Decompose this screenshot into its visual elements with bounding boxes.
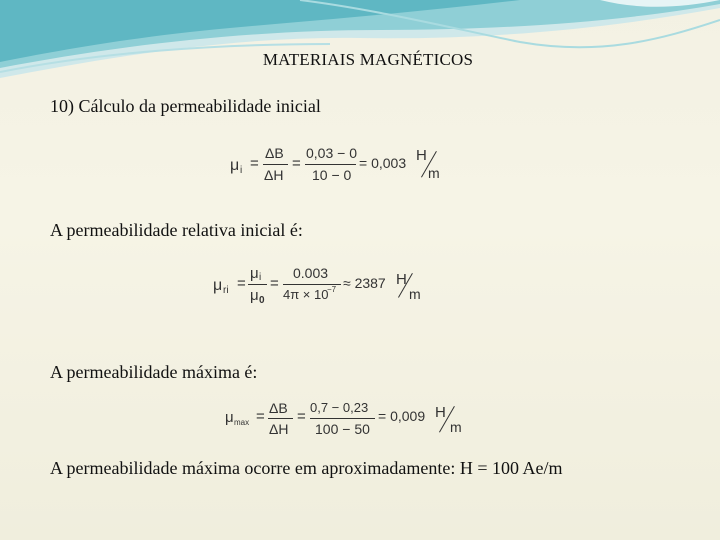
formula-relative-initial-permeability: [213, 264, 443, 309]
denominator-exponent: −7: [327, 285, 337, 294]
equals-sign: =: [237, 275, 246, 292]
denominator-values: 10 − 0: [312, 167, 352, 183]
mu-subscript: i: [240, 165, 243, 176]
denominator-values: 100 − 50: [315, 421, 370, 437]
fraction-bar: [263, 164, 288, 165]
mu-symbol: μ: [230, 157, 240, 174]
fraction-bar: [305, 164, 356, 165]
numerator-value: 0.003: [293, 265, 329, 281]
formula-initial-permeability: [230, 145, 460, 190]
mu-0: μ: [250, 287, 259, 304]
mu-0-subscript: 0: [259, 295, 265, 306]
fraction-bar: [248, 284, 267, 285]
unit-numerator: H: [416, 147, 427, 164]
equals-sign: =: [256, 408, 265, 425]
unit-numerator: H: [396, 271, 407, 288]
delta-h: ΔH: [269, 421, 289, 437]
equals-sign: =: [292, 155, 301, 172]
mu-i: μ: [250, 265, 259, 282]
item-max-permeability-field: A permeabilidade máxima ocorre em aproximadamente: H = 100 Ae/m: [50, 458, 563, 478]
delta-b: ΔB: [265, 145, 284, 161]
mu-symbol: μ: [225, 409, 234, 426]
mu-symbol: μ: [213, 277, 223, 294]
denominator-value: 4π × 10: [283, 287, 329, 302]
mu-subscript: ri: [223, 285, 229, 296]
equals-sign: =: [250, 155, 259, 172]
item-initial-permeability-heading: 10) Cálculo da permeabilidade inicial: [50, 96, 321, 116]
formula-max-permeability: [225, 400, 465, 445]
header-wave-decoration: [0, 0, 720, 90]
slide-title: MATERIAIS MAGNÉTICOS: [262, 50, 474, 69]
mu-i-subscript: i: [259, 272, 262, 283]
result-value: = 0,003: [359, 155, 407, 171]
unit-denominator: m: [428, 165, 440, 181]
item-relative-permeability-heading: A permeabilidade relativa inicial é:: [50, 220, 303, 240]
delta-h: ΔH: [264, 167, 284, 183]
delta-b: ΔB: [269, 400, 288, 416]
equals-sign: =: [297, 408, 306, 425]
numerator-values: 0,03 − 0: [306, 145, 357, 161]
equals-sign: =: [270, 275, 279, 292]
unit-denominator: m: [450, 419, 462, 435]
unit-denominator: m: [409, 286, 421, 302]
unit-numerator: H: [435, 404, 446, 421]
result-value: = 0,009: [378, 408, 426, 424]
fraction-bar: [310, 418, 375, 419]
mu-subscript: max: [234, 418, 250, 427]
fraction-bar: [268, 418, 293, 419]
item-max-permeability-heading: A permeabilidade máxima é:: [50, 362, 258, 382]
numerator-values: 0,7 − 0,23: [310, 400, 369, 415]
result-value: ≈ 2387: [343, 275, 386, 291]
